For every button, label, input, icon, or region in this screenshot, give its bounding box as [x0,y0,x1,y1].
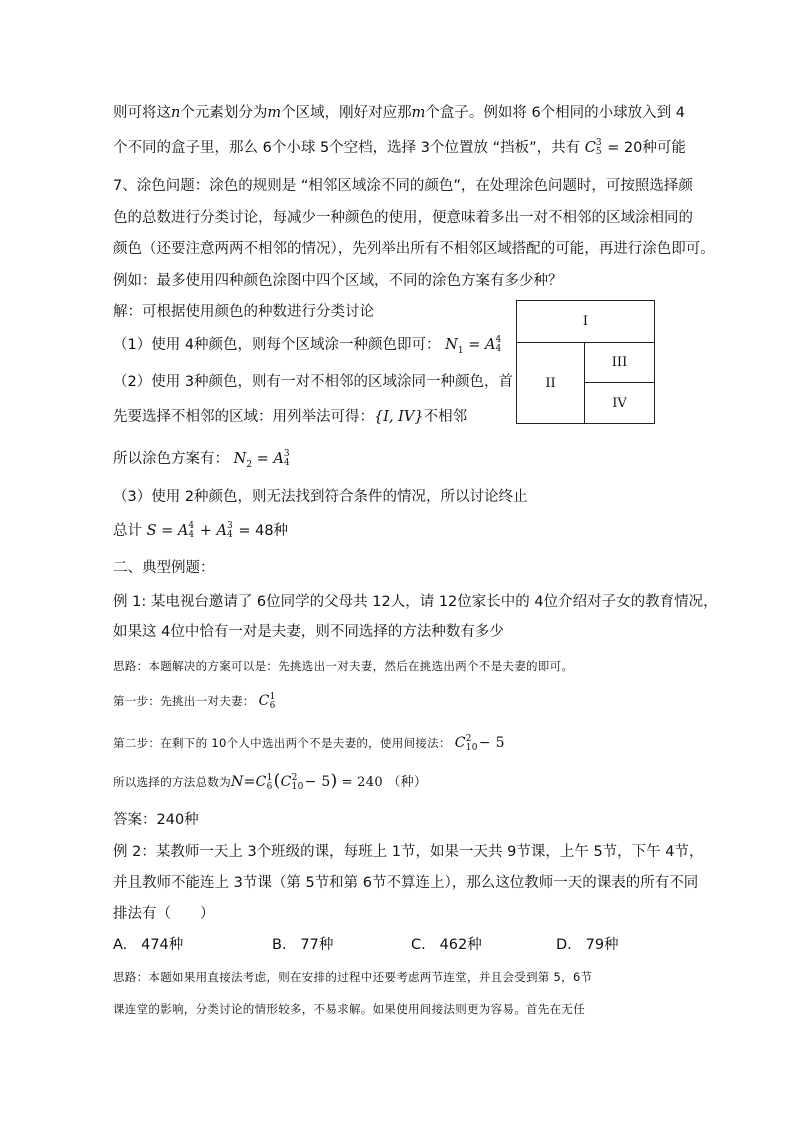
sup-sub [227,522,233,540]
text-line: 并且教师不能连上 3节课（第 5节和第 6节不算连上），那么这位教师一天的课表的所有不同 [113,875,699,891]
text-line [113,522,288,540]
sup-sub [495,336,501,354]
text-line: 课连堂的影响，分类讨论的情形较多，不易求解。如果使用间接法则更为容易。首先在无任 [113,1002,585,1016]
math-var: m [267,105,282,121]
option-d [556,936,619,954]
math-op: ( [273,771,281,791]
text-line [113,139,686,157]
text: 个不同的盒子里，那么 6个小球 5个空档，选择 3个位置放 “挡板”，共有 [113,140,581,156]
math-var: A [216,523,227,539]
option-text: 462种 [439,937,482,953]
sup-sub [267,774,273,792]
text-line: 色的总数进行分类讨论，每减少一种颜色的使用，便意味着多出一对不相邻的区域涂相同的 [113,210,693,226]
text: 个盒子。例如将 6个相同的小球放入到 4 [425,105,686,121]
math-op: = [243,774,256,790]
sub: 6 [266,781,273,792]
sub: 2 [246,459,253,470]
sup: 2 [291,772,298,783]
region-i [517,301,654,343]
option-c [411,936,482,954]
sub: 5 [595,147,602,157]
option-letter: B. [272,937,287,953]
text: 第一步：先挑出一对夫妻： [113,694,255,708]
sub: 10 [465,742,478,753]
text-line: 例 1: 某电视台邀请了 6位同学的父母共 12人，请 12位家长中的 4位介绍对子女的教育情况， [113,594,718,610]
sup: 2 [465,733,472,744]
section-heading: 二、典型例题： [113,560,215,576]
text: = 240 （种） [341,775,428,790]
answer: 答案：240种 [113,812,199,828]
math-op: + [199,523,212,539]
sub: 4 [495,344,502,354]
option-letter: C. [411,937,426,953]
sup-sub [292,774,304,792]
region-label: II [545,375,556,391]
text: 总计 [113,523,142,539]
sup-sub [596,139,602,157]
text-line: 如果这 4位中恰有一对是夫妻，则不同选择的方法种数有多少 [113,624,504,640]
math-var: C [258,693,270,709]
sup-sub [284,450,290,468]
text: （1）使用 4种颜色，则每个区域涂一种颜色即可： [113,337,441,353]
option-letter: D. [556,937,572,953]
math-var: m [411,105,426,121]
math-var: C [454,735,466,751]
text: 先要选择不相邻的区域：用列举法可得： [113,409,374,425]
option-b [272,936,333,954]
math-op: − 5 [478,735,505,751]
text: 不相邻 [423,409,468,425]
text: 所以涂色方案有： [113,451,229,467]
option-a [113,936,183,954]
math-var: N [445,337,458,353]
text: 则可将这 [113,105,171,121]
text: = 48种 [238,523,289,539]
text-line: 颜色（还要注意两两不相邻的情况），先列举出所有不相邻区域搭配的可能，再进行涂色即可。 [113,241,715,257]
math-var: N [233,451,247,467]
sup: 4 [188,521,195,531]
sup: 4 [495,335,502,345]
sup: 3 [283,449,290,459]
math-op: = [256,451,269,467]
text-line [113,692,277,711]
text-line [113,104,685,122]
sup: 1 [269,691,276,702]
math-var: C [280,774,292,790]
text-line: （2）使用 3种颜色，则有一对不相邻的区域涂同一种颜色，首 [113,374,514,390]
math-set: {I, IV} [374,409,424,425]
math-var: A [484,337,496,353]
sup: 1 [266,772,273,783]
option-text: 77种 [300,937,334,953]
sup: 3 [595,138,602,148]
math-var: A [177,523,189,539]
math-op: − 5 [304,774,331,790]
option-letter: A. [113,937,128,953]
region-iii [585,343,654,383]
text-line [113,336,502,360]
sup-sub [466,735,478,753]
text-line: （3）使用 2种颜色，则无法找到符合条件的情况，所以讨论终止 [113,489,528,505]
text-line: 解：可根据使用颜色的种数进行分类讨论 [113,304,374,320]
math-var: S [146,523,157,539]
text-line: 例如：最多使用四种颜色涂图中四个区域，不同的涂色方案有多少种？ [113,273,563,289]
math-op: = [161,523,174,539]
region-label: I [582,314,589,329]
math-var: n [171,105,181,121]
text: 第二步：在剩下的 10个人中选出两个不是夫妻的，使用间接法： [113,736,451,750]
sup: 3 [227,521,233,531]
region-label: III [611,355,628,370]
option-text: 79种 [585,937,619,953]
region-label: IV [612,395,627,411]
sup-sub [188,522,194,540]
sup-sub [270,693,276,711]
option-text: 474种 [141,937,184,953]
math-op: ) [330,771,338,791]
text: 个区域，刚好对应那 [281,105,412,121]
text-line [113,772,427,792]
math-var: C [255,774,267,790]
sub: 4 [227,530,233,540]
region-ii [517,343,585,423]
sub: 4 [283,458,290,468]
sub: 10 [291,781,304,792]
text-line [113,734,505,753]
text-line: 例 2：某教师一天上 3个班级的课，每班上 1节，如果一天共 9节课，上午 5节，下午 4节， [113,844,704,860]
math-var: C [584,140,596,156]
text-line: 排法有（ ） [113,906,215,922]
text: 个元素划分为 [180,105,268,121]
sub: 4 [188,530,195,540]
region-iv [585,383,654,423]
sub: 6 [269,700,276,711]
text-line: 思路：本题如果用直接法考虑，则在安排的过程中还要考虑两节连堂，并且会受到第 5，6节 [113,970,593,984]
sub: 1 [457,345,464,356]
math-var: A [273,451,284,467]
text-line [113,408,467,426]
math-var: N [231,774,244,790]
region-diagram [516,300,655,424]
math-op: = [468,337,481,353]
text-line: 思路：本题解决的方案可以是：先挑选出一对夫妻，然后在挑选出两个不是夫妻的即可。 [113,659,574,673]
text: 所以选择的方法总数为 [113,775,231,789]
text-line [113,450,291,474]
text-line: 7、涂色问题：涂色的规则是 “相邻区域涂不同的颜色”，在处理涂色问题时，可按照选择颜 [113,178,693,194]
text: = 20种可能 [607,140,686,156]
